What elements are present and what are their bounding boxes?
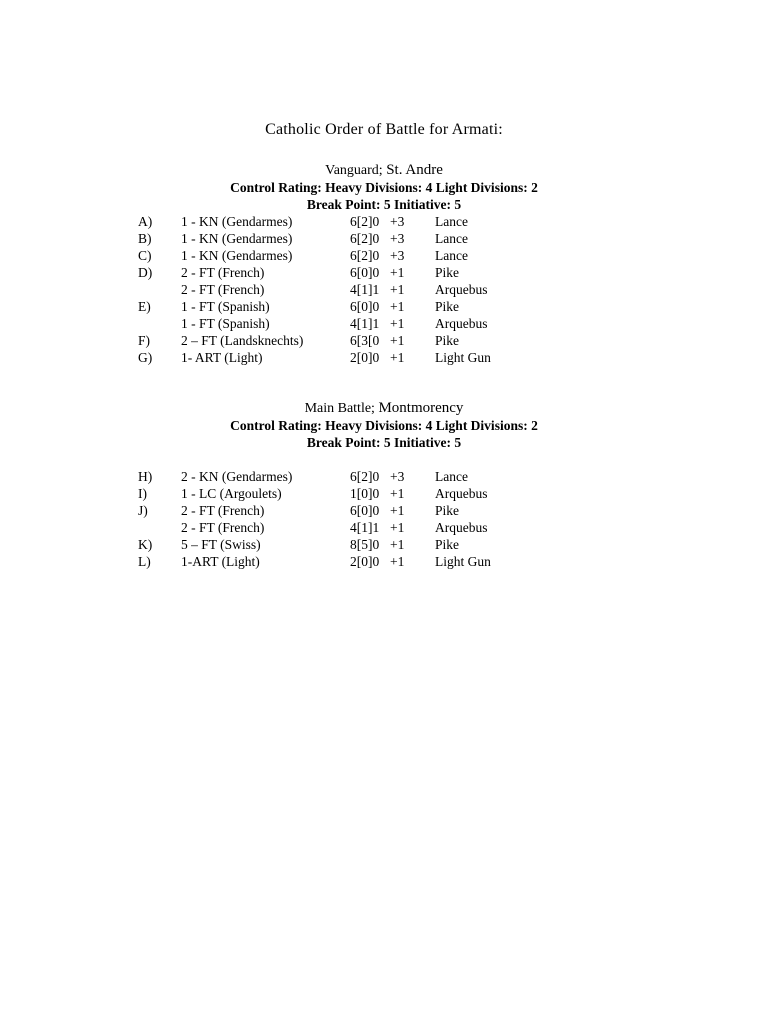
control-rating: Control Rating: Heavy Divisions: 4 Light Divisions: 2 [230, 180, 538, 195]
break-point: Break Point: 5 Initiative: 5 [306, 197, 462, 212]
unit-stats: 4[1]1 [350, 316, 380, 331]
unit-row [138, 502, 618, 519]
unit-name: 5 – FT (Swiss) [181, 537, 261, 552]
unit-row [138, 536, 618, 553]
unit-stats: 1[0]0 [350, 486, 380, 501]
unit-weapon: Pike [435, 333, 460, 348]
unit-stats: 6[2]0 [350, 248, 380, 263]
unit-stats: 6[3[0 [350, 333, 380, 348]
unit-modifier: +1 [390, 486, 405, 501]
vanguard-header [0, 162, 768, 213]
unit-id: J) [138, 503, 148, 518]
unit-modifier: +1 [390, 503, 405, 518]
section-name [0, 162, 768, 179]
unit-row [138, 298, 618, 315]
unit-weapon: Light Gun [435, 350, 491, 365]
unit-name: 1 - KN (Gendarmes) [181, 214, 293, 229]
unit-name: 1 - LC (Argoulets) [181, 486, 282, 501]
unit-name: 1- ART (Light) [181, 350, 263, 365]
unit-modifier: +1 [390, 333, 405, 348]
unit-stats: 6[0]0 [350, 503, 380, 518]
unit-id: H) [138, 469, 153, 484]
unit-row [138, 247, 618, 264]
unit-name: 2 – FT (Landsknechts) [181, 333, 304, 348]
unit-name: 1 - FT (Spanish) [181, 316, 270, 331]
unit-modifier: +1 [390, 316, 405, 331]
unit-id: I) [138, 486, 147, 501]
unit-modifier: +1 [390, 265, 405, 280]
unit-name: 1 - KN (Gendarmes) [181, 231, 293, 246]
main-battle-unit-table [138, 468, 618, 570]
unit-weapon: Pike [435, 503, 460, 518]
unit-id: A) [138, 214, 153, 229]
unit-stats: 6[2]0 [350, 214, 380, 229]
unit-row [138, 349, 618, 366]
unit-id: F) [138, 333, 151, 348]
unit-stats: 4[1]1 [350, 282, 380, 297]
page-title: Catholic Order of Battle for Armati: [265, 121, 503, 138]
section-prefix: Main Battle; [304, 401, 379, 416]
control-rating: Control Rating: Heavy Divisions: 4 Light Divisions: 2 [230, 418, 538, 433]
unit-weapon: Arquebus [435, 316, 488, 331]
unit-weapon: Pike [435, 265, 460, 280]
unit-row [138, 264, 618, 281]
unit-weapon: Pike [435, 299, 460, 314]
section-name [0, 400, 768, 417]
unit-stats: 8[5]0 [350, 537, 380, 552]
unit-row [138, 332, 618, 349]
unit-weapon: Lance [435, 248, 468, 263]
unit-stats: 2[0]0 [350, 350, 380, 365]
unit-id: E) [138, 299, 151, 314]
unit-stats: 6[2]0 [350, 469, 380, 484]
unit-weapon: Arquebus [435, 520, 488, 535]
unit-weapon: Light Gun [435, 554, 491, 569]
unit-stats: 6[0]0 [350, 265, 380, 280]
unit-id: L) [138, 554, 151, 569]
unit-row [138, 485, 618, 502]
unit-stats: 6[2]0 [350, 231, 380, 246]
unit-row [138, 230, 618, 247]
unit-id: G) [138, 350, 153, 365]
unit-modifier: +3 [390, 214, 405, 229]
section-prefix: Vanguard; [325, 163, 387, 178]
unit-modifier: +1 [390, 282, 405, 297]
unit-weapon: Arquebus [435, 486, 488, 501]
main-battle-header [0, 400, 768, 451]
unit-row [138, 519, 618, 536]
unit-name: 1 - KN (Gendarmes) [181, 248, 293, 263]
unit-stats: 2[0]0 [350, 554, 380, 569]
unit-row [138, 553, 618, 570]
unit-row [138, 281, 618, 298]
vanguard-unit-table [138, 213, 618, 366]
unit-id: K) [138, 537, 153, 552]
unit-modifier: +1 [390, 554, 405, 569]
unit-id: D) [138, 265, 153, 280]
unit-modifier: +1 [390, 350, 405, 365]
unit-row [138, 315, 618, 332]
unit-name: 2 - FT (French) [181, 520, 265, 535]
break-point: Break Point: 5 Initiative: 5 [306, 435, 462, 450]
unit-name: 1 - FT (Spanish) [181, 299, 270, 314]
unit-name: 1-ART (Light) [181, 554, 260, 569]
unit-stats: 6[0]0 [350, 299, 380, 314]
unit-row [138, 468, 618, 485]
unit-weapon: Arquebus [435, 282, 488, 297]
unit-modifier: +3 [390, 469, 405, 484]
unit-stats: 4[1]1 [350, 520, 380, 535]
unit-row [138, 213, 618, 230]
commander-name: St. Andre [386, 162, 443, 178]
unit-id: B) [138, 231, 152, 246]
unit-name: 2 - KN (Gendarmes) [181, 469, 293, 484]
unit-name: 2 - FT (French) [181, 265, 265, 280]
unit-modifier: +3 [390, 231, 405, 246]
commander-name: Montmorency [378, 400, 464, 416]
unit-id: C) [138, 248, 152, 263]
unit-weapon: Lance [435, 214, 468, 229]
unit-weapon: Lance [435, 469, 468, 484]
unit-name: 2 - FT (French) [181, 282, 265, 297]
unit-weapon: Lance [435, 231, 468, 246]
unit-modifier: +1 [390, 299, 405, 314]
unit-modifier: +1 [390, 520, 405, 535]
unit-modifier: +3 [390, 248, 405, 263]
unit-name: 2 - FT (French) [181, 503, 265, 518]
unit-modifier: +1 [390, 537, 405, 552]
unit-weapon: Pike [435, 537, 460, 552]
